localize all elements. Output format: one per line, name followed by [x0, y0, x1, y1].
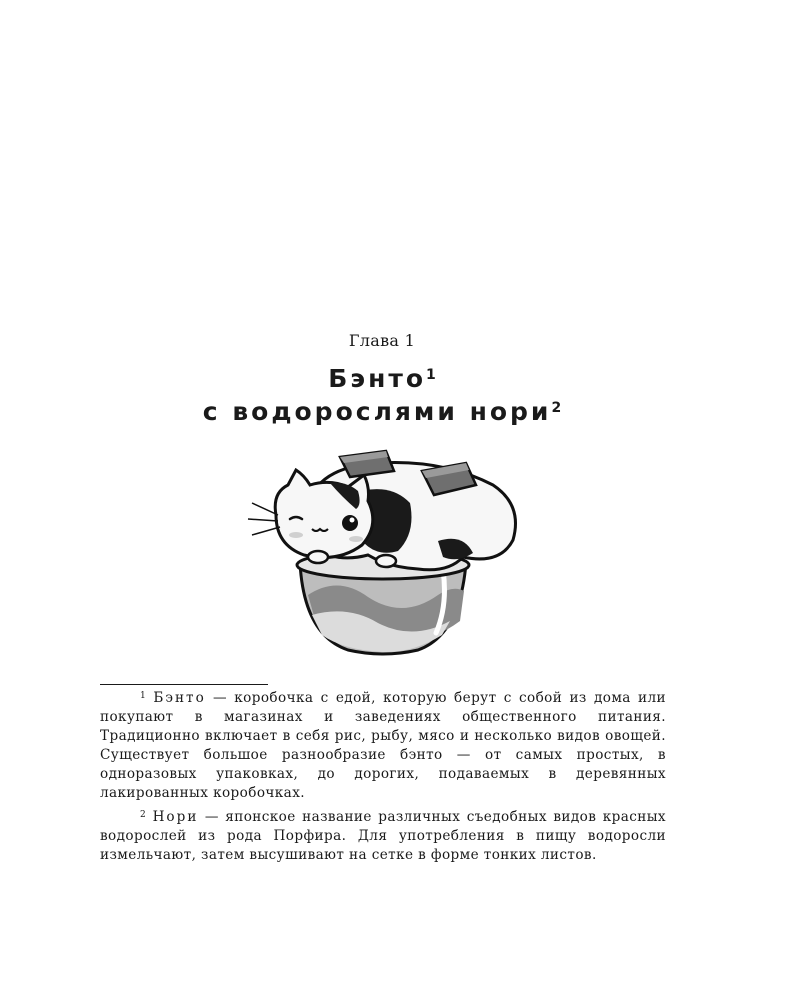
footnotes: [100, 689, 666, 870]
chapter-label: Глава 1: [348, 331, 416, 350]
chapter-title: [0, 362, 764, 428]
footnote-1: [100, 689, 666, 803]
footnote-2: [100, 808, 666, 865]
footnote-rule: [100, 684, 268, 685]
cat-in-cup-icon: [238, 445, 528, 660]
footnote-text: — японское название различных съедобных видов красных водорослей из рода Порфира. Для употребления в пищу водоросли измельчают, затем высушивают на сетке в форме тонких листов.: [100, 809, 666, 863]
footnote-term: Нори: [152, 809, 199, 825]
footnote-ref-1[interactable]: 1: [426, 367, 436, 383]
footnote-ref-2[interactable]: 2: [551, 400, 562, 416]
chapter-title-line1: Бэнто: [328, 364, 427, 393]
footnote-term: Бэнто: [153, 690, 206, 706]
chapter-title-line2: с водорослями нори: [202, 397, 552, 426]
footnote-text: — коробочка с едой, которую берут с собой из дома или покупают в магазинах и заведениях общественного питания. Традиционно включает в себя рис, рыбу, мясо и несколько видов овощей. Существует большое разнообразие бэнто — от самых простых, в одноразовых упаковках, до дорогих, подаваемых в деревянных лакированных коробочках.: [100, 690, 666, 801]
footnote-mark: 1: [140, 691, 147, 701]
footnote-mark: 2: [140, 810, 147, 820]
